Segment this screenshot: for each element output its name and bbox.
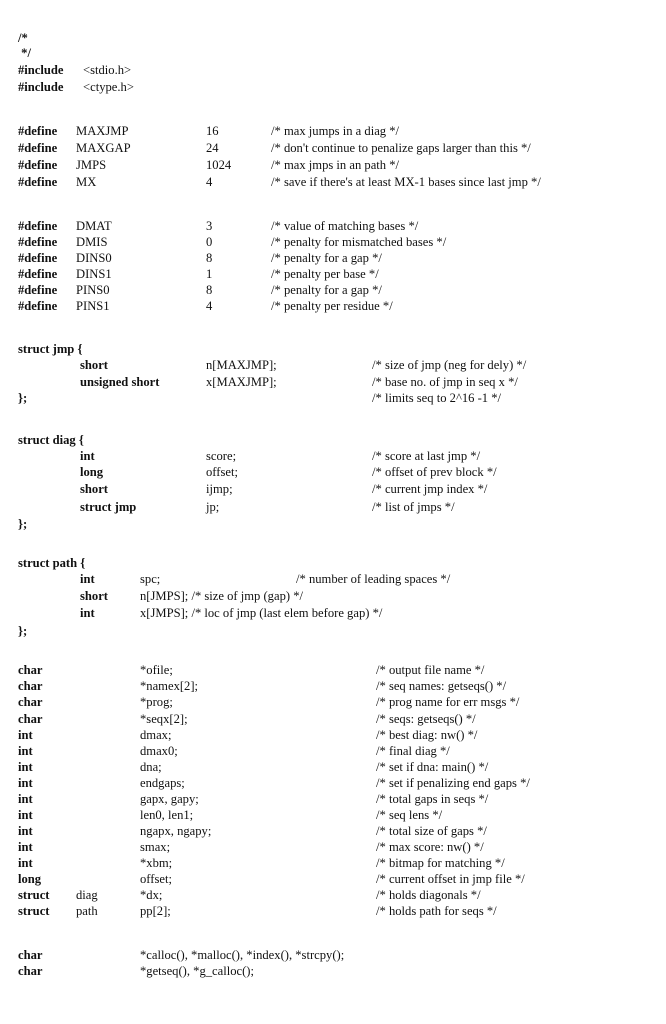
field-name: x[JMPS]; /* loc of jmp (last elem before gap) */ xyxy=(140,606,383,620)
include-keyword: #include xyxy=(18,80,64,94)
define-comment: /* penalty for a gap */ xyxy=(271,251,382,265)
global-type: int xyxy=(18,744,33,758)
field-type: int xyxy=(80,449,95,463)
define-comment: /* don't continue to penalize gaps larger than this */ xyxy=(271,141,531,155)
define-name: DINS1 xyxy=(76,267,112,281)
field-type: short xyxy=(80,482,108,496)
define-comment: /* max jumps in a diag */ xyxy=(271,124,400,138)
field-type: int xyxy=(80,606,95,620)
struct-path-close: }; xyxy=(18,624,28,638)
define-comment: /* penalty per residue */ xyxy=(271,299,393,313)
global-type: char xyxy=(18,663,43,677)
global-line xyxy=(0,679,666,694)
define-keyword: #define xyxy=(18,124,58,138)
define-keyword: #define xyxy=(18,158,58,172)
global-line xyxy=(0,824,666,839)
define-name: DMIS xyxy=(76,235,108,249)
struct-open-line xyxy=(0,342,666,357)
struct-diag-open: struct diag { xyxy=(18,433,84,447)
field-type: short xyxy=(80,358,108,372)
global-line xyxy=(0,695,666,710)
define-keyword: #define xyxy=(18,299,58,313)
struct-field-line xyxy=(0,358,666,373)
struct-field-line xyxy=(0,500,666,515)
global-name: offset; xyxy=(140,872,172,886)
global-name: dmax; xyxy=(140,728,172,742)
field-comment: /* list of jmps */ xyxy=(372,500,455,514)
global-name: gapx, gapy; xyxy=(140,792,199,806)
field-comment: /* offset of prev block */ xyxy=(372,465,497,479)
global-line xyxy=(0,808,666,823)
define-comment: /* max jmps in an path */ xyxy=(271,158,400,172)
define-keyword: #define xyxy=(18,251,58,265)
field-comment: /* size of jmp (neg for dely) */ xyxy=(372,358,527,372)
global-line xyxy=(0,888,666,903)
global-name: ngapx, ngapy; xyxy=(140,824,212,838)
field-type: unsigned short xyxy=(80,375,160,389)
struct-field-line xyxy=(0,606,666,621)
global-comment: /* total size of gaps */ xyxy=(376,824,487,838)
define-name: JMPS xyxy=(76,158,107,172)
global-name: *dx; xyxy=(140,888,163,902)
define-comment: /* penalty for mismatched bases */ xyxy=(271,235,447,249)
global-line xyxy=(0,776,666,791)
define-name: PINS0 xyxy=(76,283,110,297)
define-keyword: #define xyxy=(18,141,58,155)
code-line xyxy=(0,31,666,46)
global-comment: /* total gaps in seqs */ xyxy=(376,792,489,806)
struct-close-line xyxy=(0,624,666,639)
global-line xyxy=(0,760,666,775)
global-subtype: diag xyxy=(76,888,98,902)
global-name: dna; xyxy=(140,760,162,774)
global-comment: /* seqs: getseqs() */ xyxy=(376,712,476,726)
field-comment: /* score at last jmp */ xyxy=(372,449,481,463)
global-name: *xbm; xyxy=(140,856,173,870)
field-type: struct jmp xyxy=(80,500,137,514)
define-line xyxy=(0,219,666,234)
define-line xyxy=(0,267,666,282)
global-comment: /* set if penalizing end gaps */ xyxy=(376,776,530,790)
global-comment: /* set if dna: main() */ xyxy=(376,760,489,774)
define-value: 1024 xyxy=(206,158,232,172)
define-value: 4 xyxy=(206,175,213,189)
global-type: char xyxy=(18,679,43,693)
include-line xyxy=(0,63,666,78)
struct-field-line xyxy=(0,465,666,480)
global-type: int xyxy=(18,760,33,774)
global-comment: /* best diag: nw() */ xyxy=(376,728,478,742)
define-comment: /* value of matching bases */ xyxy=(271,219,419,233)
global-type: char xyxy=(18,695,43,709)
global-comment: /* seq lens */ xyxy=(376,808,443,822)
global-line xyxy=(0,872,666,887)
define-keyword: #define xyxy=(18,235,58,249)
field-name: x[MAXJMP]; xyxy=(206,375,277,389)
define-line xyxy=(0,235,666,250)
global-type: int xyxy=(18,728,33,742)
define-value: 24 xyxy=(206,141,219,155)
global-name: *prog; xyxy=(140,695,173,709)
define-name: MAXGAP xyxy=(76,141,131,155)
code-line xyxy=(0,46,666,61)
struct-diag-close: }; xyxy=(18,517,28,531)
struct-jmp-close: }; xyxy=(18,391,28,405)
define-line xyxy=(0,251,666,266)
field-comment: /* number of leading spaces */ xyxy=(296,572,451,586)
global-type: struct xyxy=(18,904,50,918)
define-value: 16 xyxy=(206,124,219,138)
extern-line xyxy=(0,964,666,979)
global-name: dmax0; xyxy=(140,744,178,758)
extern-decls: *getseq(), *g_calloc(); xyxy=(140,964,254,978)
define-line xyxy=(0,158,666,173)
global-name: len0, len1; xyxy=(140,808,194,822)
global-type: int xyxy=(18,840,33,854)
define-value: 0 xyxy=(206,235,213,249)
global-line xyxy=(0,840,666,855)
global-type: int xyxy=(18,856,33,870)
global-comment: /* holds diagonals */ xyxy=(376,888,481,902)
struct-field-line xyxy=(0,375,666,390)
struct-open-line xyxy=(0,556,666,571)
define-line xyxy=(0,141,666,156)
struct-field-line xyxy=(0,449,666,464)
define-name: DMAT xyxy=(76,219,112,233)
field-name: offset; xyxy=(206,465,238,479)
struct-field-line xyxy=(0,482,666,497)
define-name: DINS0 xyxy=(76,251,112,265)
global-name: *namex[2]; xyxy=(140,679,199,693)
field-name: n[MAXJMP]; xyxy=(206,358,277,372)
include-file: <ctype.h> xyxy=(83,80,134,94)
define-name: PINS1 xyxy=(76,299,110,313)
extern-decls: *calloc(), *malloc(), *index(), *strcpy(); xyxy=(140,948,345,962)
field-name: ijmp; xyxy=(206,482,233,496)
global-line xyxy=(0,728,666,743)
define-value: 8 xyxy=(206,283,213,297)
global-comment: /* holds path for seqs */ xyxy=(376,904,497,918)
field-name: n[JMPS]; /* size of jmp (gap) */ xyxy=(140,589,304,603)
global-line xyxy=(0,663,666,678)
global-type: struct xyxy=(18,888,50,902)
global-name: smax; xyxy=(140,840,171,854)
define-keyword: #define xyxy=(18,175,58,189)
include-keyword: #include xyxy=(18,63,64,77)
global-line xyxy=(0,792,666,807)
define-comment: /* penalty for a gap */ xyxy=(271,283,382,297)
define-keyword: #define xyxy=(18,267,58,281)
define-line xyxy=(0,299,666,314)
field-name: jp; xyxy=(206,500,220,514)
global-line xyxy=(0,904,666,919)
global-subtype: path xyxy=(76,904,98,918)
define-name: MAXJMP xyxy=(76,124,129,138)
include-line xyxy=(0,80,666,95)
global-name: endgaps; xyxy=(140,776,185,790)
define-keyword: #define xyxy=(18,283,58,297)
global-comment: /* output file name */ xyxy=(376,663,485,677)
struct-open-line xyxy=(0,433,666,448)
define-value: 1 xyxy=(206,267,213,281)
field-name: score; xyxy=(206,449,237,463)
global-comment: /* bitmap for matching */ xyxy=(376,856,505,870)
field-type: int xyxy=(80,572,95,586)
define-line xyxy=(0,175,666,190)
comment-close: */ xyxy=(18,46,31,60)
global-type: int xyxy=(18,808,33,822)
define-keyword: #define xyxy=(18,219,58,233)
global-type: int xyxy=(18,776,33,790)
global-type: char xyxy=(18,712,43,726)
global-line xyxy=(0,712,666,727)
global-line xyxy=(0,856,666,871)
extern-type: char xyxy=(18,948,43,962)
field-name: spc; xyxy=(140,572,161,586)
global-name: pp[2]; xyxy=(140,904,171,918)
define-comment: /* penalty per base */ xyxy=(271,267,379,281)
define-line xyxy=(0,283,666,298)
struct-close-line xyxy=(0,517,666,532)
global-comment: /* prog name for err msgs */ xyxy=(376,695,520,709)
global-type: int xyxy=(18,792,33,806)
field-type: long xyxy=(80,465,104,479)
global-name: *ofile; xyxy=(140,663,173,677)
struct-field-line xyxy=(0,572,666,587)
struct-jmp-open: struct jmp { xyxy=(18,342,83,356)
extern-line xyxy=(0,948,666,963)
extern-type: char xyxy=(18,964,43,978)
comment-open: /* xyxy=(18,31,28,45)
define-name: MX xyxy=(76,175,97,189)
global-line xyxy=(0,744,666,759)
define-line xyxy=(0,124,666,139)
struct-field-line xyxy=(0,589,666,604)
global-type: int xyxy=(18,824,33,838)
define-value: 3 xyxy=(206,219,213,233)
global-comment: /* current offset in jmp file */ xyxy=(376,872,525,886)
global-type: long xyxy=(18,872,42,886)
global-comment: /* seq names: getseqs() */ xyxy=(376,679,507,693)
define-value: 8 xyxy=(206,251,213,265)
global-comment: /* final diag */ xyxy=(376,744,450,758)
struct-close-line xyxy=(0,391,666,406)
global-comment: /* max score: nw() */ xyxy=(376,840,484,854)
struct-path-open: struct path { xyxy=(18,556,86,570)
field-comment: /* base no. of jmp in seq x */ xyxy=(372,375,518,389)
global-name: *seqx[2]; xyxy=(140,712,188,726)
field-type: short xyxy=(80,589,108,603)
field-comment: /* current jmp index */ xyxy=(372,482,488,496)
include-file: <stdio.h> xyxy=(83,63,132,77)
struct-close-comment: /* limits seq to 2^16 -1 */ xyxy=(372,391,502,405)
define-comment: /* save if there's at least MX-1 bases since last jmp */ xyxy=(271,175,541,189)
define-value: 4 xyxy=(206,299,213,313)
